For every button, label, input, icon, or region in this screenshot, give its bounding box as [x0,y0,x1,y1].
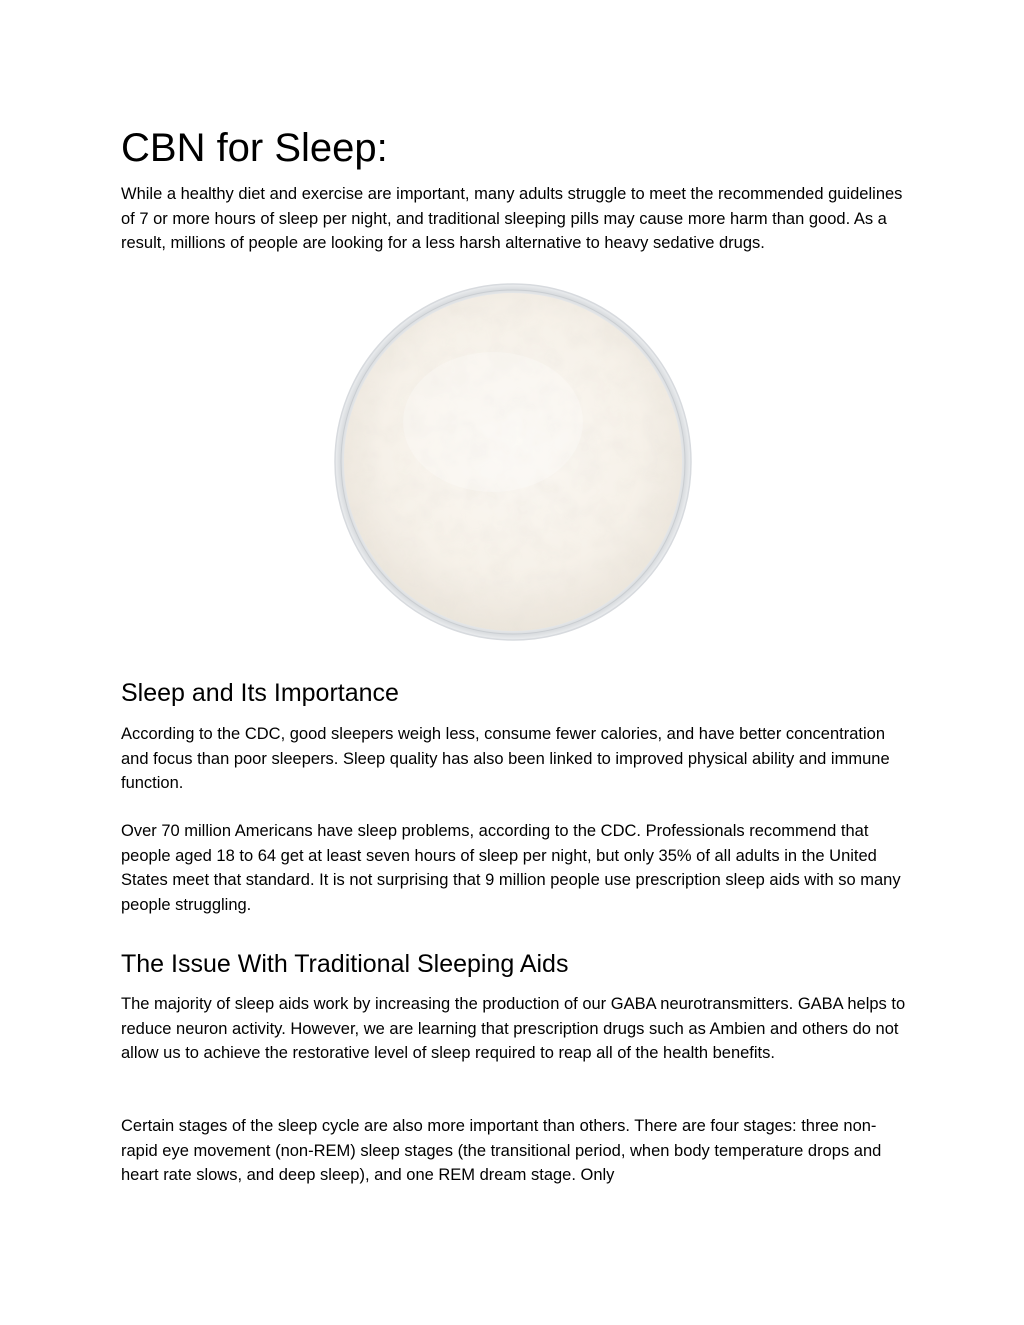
sleep-importance-paragraph-2: Over 70 million Americans have sleep problems, according to the CDC. Professionals recommend that people aged 18 to 64 get at least seven hours of sleep per night, but only 35% of all adults in the United States meet that standard. It is not surprising that 9 million people use prescription sleep aids with so many people struggling. [121,822,901,914]
page-title: CBN for Sleep: [121,126,388,170]
intro-paragraph: While a healthy diet and exercise are important, many adults struggle to meet the recommended guidelines of 7 or more hours of sleep per night, and traditional sleeping pills may cause more harm than good. As a result, millions of people are looking for a less harsh alternative to heavy sedative drugs. [121,185,903,252]
section-heading-sleep-importance: Sleep and Its Importance [121,679,399,707]
cbn-powder-dish-image [333,282,693,642]
traditional-aids-paragraph-2: Certain stages of the sleep cycle are also more important than others. There are four stages: three non-rapid eye movement (non-REM) sleep stages (the transitional period, when body temperature drops and heart rate slows, and deep sleep), and one REM dream stage. Only [121,1117,882,1184]
sleep-importance-paragraph-1: According to the CDC, good sleepers weigh less, consume fewer calories, and have better concentration and focus than poor sleepers. Sleep quality has also been linked to improved physical ability and immune function. [121,725,890,792]
powder-dish-icon [333,282,693,642]
traditional-aids-paragraph-1: The majority of sleep aids work by increasing the production of our GABA neurotransmitters. GABA helps to reduce neuron activity. However, we are learning that prescription drugs such as Ambien and others do not allow us to achieve the restorative level of sleep required to reap all of the health benefits. [121,995,906,1062]
section-heading-traditional-aids: The Issue With Traditional Sleeping Aids [121,950,569,978]
